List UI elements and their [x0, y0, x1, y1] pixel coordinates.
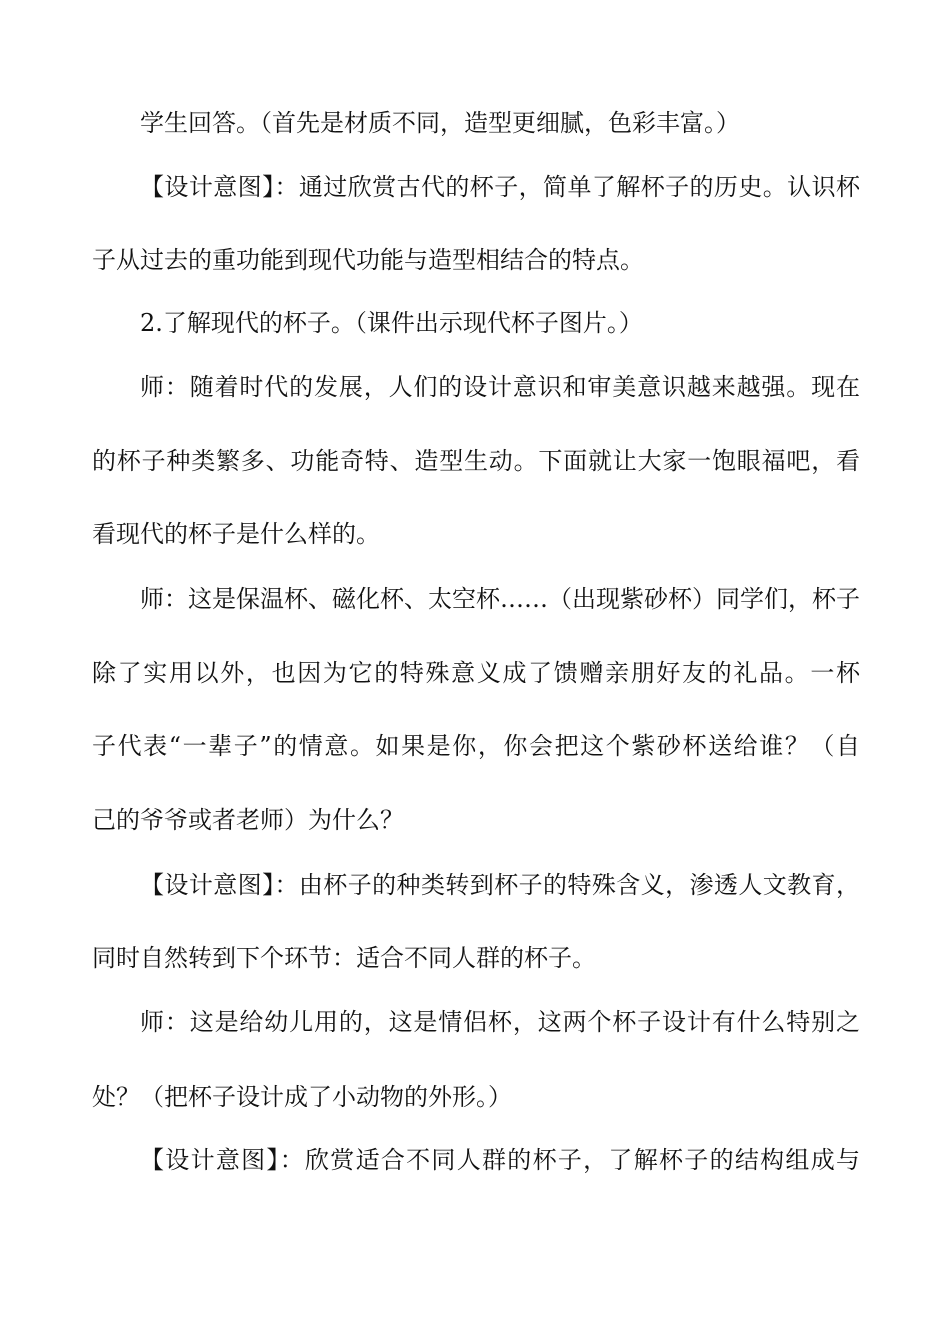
paragraph-line-5: 师：随着时代的发展，人们的设计意识和审美意识越来越强。现在 [140, 373, 860, 401]
paragraph-line-9: 除了实用以外，也因为它的特殊意义成了馈赠亲朋好友的礼品。一杯 [92, 659, 860, 687]
paragraph-line-2: 【设计意图】：通过欣赏古代的杯子，简单了解杯子的历史。认识杯 [140, 173, 860, 201]
paragraph-line-10: 子代表“一辈子”的情意。如果是你，你会把这个紫砂杯送给谁？（自 [92, 732, 860, 760]
paragraph-line-16: 【设计意图】：欣赏适合不同人群的杯子，了解杯子的结构组成与 [140, 1146, 860, 1174]
paragraph-line-4: 2.了解现代的杯子。（课件出示现代杯子图片。） [140, 309, 643, 337]
paragraph-line-7: 看现代的杯子是什么样的。 [92, 520, 380, 548]
paragraph-line-15: 处？（把杯子设计成了小动物的外形。） [92, 1083, 512, 1111]
paragraph-line-6: 的杯子种类繁多、功能奇特、造型生动。下面就让大家一饱眼福吧，看 [92, 447, 860, 475]
paragraph-line-12: 【设计意图】：由杯子的种类转到杯子的特殊含义，渗透人文教育， [140, 871, 860, 899]
paragraph-line-14: 师：这是给幼儿用的，这是情侣杯，这两个杯子设计有什么特别之 [140, 1008, 860, 1036]
paragraph-line-1: 学生回答。（首先是材质不同，造型更细腻，色彩丰富。） [140, 109, 740, 137]
paragraph-line-8: 师：这是保温杯、磁化杯、太空杯……（出现紫砂杯）同学们，杯子 [140, 585, 860, 613]
paragraph-line-11: 己的爷爷或者老师）为什么？ [92, 806, 404, 834]
paragraph-line-13: 同时自然转到下个环节：适合不同人群的杯子。 [92, 944, 596, 972]
paragraph-line-3: 子从过去的重功能到现代功能与造型相结合的特点。 [92, 246, 644, 274]
